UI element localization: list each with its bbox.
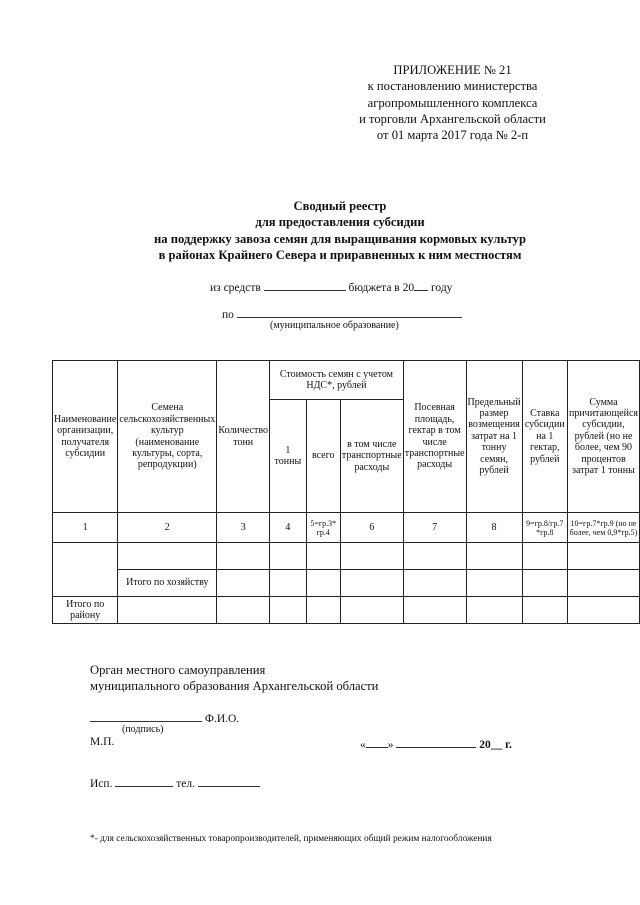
signature-field[interactable] [90,710,202,722]
data-cell[interactable] [567,543,639,570]
header-seeds: Семена сельскохозяйственных культур (наименование культуры, сорта, репродукции) [118,361,217,513]
date-day-field[interactable] [366,736,388,748]
municipality-caption: (муниципальное образование) [270,320,399,331]
budget-year-field[interactable] [414,279,428,291]
footnote: *- для сельскохозяйственных товаропроизводителей, применяющих общий режим налогообложения [90,834,492,844]
document-title [40,198,640,263]
appendix-block [300,62,605,143]
data-cell[interactable] [522,597,567,624]
header-cost-group: Стоимость семян с учетом НДС*, рублей [270,361,404,400]
data-cell[interactable] [522,570,567,597]
data-cell[interactable] [118,597,217,624]
municipality-line [222,306,462,321]
organ-line-2: муниципального образования Архангельской области [90,679,379,694]
date-line [360,736,512,751]
data-cell[interactable] [567,570,639,597]
phone-field[interactable] [198,775,260,787]
total-district-label: Итого по району [53,597,118,624]
appendix-line-3: агропромышленного комплекса [367,95,538,110]
data-cell[interactable] [567,597,639,624]
data-cell[interactable] [270,570,306,597]
budget-line [210,279,452,294]
data-cell[interactable] [306,543,340,570]
data-cell[interactable] [270,543,306,570]
date-open-quote: « [360,739,366,751]
title-line-3: на поддержку завоза семян для выращивания кормовых культур [154,231,526,246]
header-organization: Наименование организации, получателя субсидии [53,361,118,513]
column-number-5: 5=гр.3* гр.4 [306,513,340,543]
organ-line-1: Орган местного самоуправления [90,663,266,677]
data-cell[interactable] [340,570,403,597]
budget-suffix: году [430,282,453,294]
appendix-date: от 01 марта 2017 года № 2-п [376,128,529,143]
data-cell[interactable] [217,543,270,570]
data-cell[interactable] [403,597,466,624]
column-number-1: 1 [53,513,118,543]
date-month-field[interactable] [396,736,476,748]
data-cell[interactable] [340,597,403,624]
contact-line [90,775,260,790]
data-cell[interactable] [270,597,306,624]
title-line-2: для предоставления субсидии [255,215,425,230]
appendix-line-4: и торговли Архангельской области [359,111,546,126]
data-cell[interactable] [403,570,466,597]
total-farm-label: Итого по хозяйству [118,570,217,597]
data-cell[interactable] [466,543,522,570]
header-cost-per-ton: 1 тонны [270,400,306,513]
title-line-1: Сводный реестр [293,199,387,213]
column-number-6: 6 [340,513,403,543]
budget-middle: бюджета в 20 [348,282,415,294]
column-number-3: 3 [217,513,270,543]
appendix-number: ПРИЛОЖЕНИЕ № 21 [393,63,512,77]
header-area: Посевная площадь, гектар в том числе транспортные расходы [403,361,466,513]
org-name-cell[interactable] [53,543,118,597]
date-close-quote: » [387,739,394,751]
data-cell[interactable] [217,570,270,597]
header-max-compensation: Предельный размер возмещения затрат на 1 тонну семян, рублей [466,361,522,513]
data-cell[interactable] [217,597,270,624]
data-cell[interactable] [118,543,217,570]
data-cell[interactable] [306,570,340,597]
title-line-4: в районах Крайнего Севера и приравненных к ним местностям [158,247,522,262]
column-number-7: 7 [403,513,466,543]
data-cell[interactable] [466,570,522,597]
column-number-2: 2 [118,513,217,543]
data-cell[interactable] [340,543,403,570]
header-cost-total: всего [306,400,340,513]
signature-line [90,710,239,725]
header-rate: Ставка субсидии на 1 гектар, рублей [522,361,567,513]
budget-name-field[interactable] [264,279,346,291]
budget-prefix: из средств [210,282,261,294]
fio-label: Ф.И.О. [204,713,240,725]
appendix-line-2: к постановлению министерства [367,79,538,94]
header-subsidy-sum: Сумма причитающейся субсидии, рублей (но не более, чем 90 процентов затрат 1 тонны [567,361,639,513]
column-number-9: 9=гр.8/гр.7 *гр.8 [522,513,567,543]
column-number-8: 8 [466,513,522,543]
data-cell[interactable] [466,597,522,624]
data-cell[interactable] [522,543,567,570]
executor-label: Исп. [90,778,113,790]
data-cell[interactable] [306,597,340,624]
municipality-prefix: по [222,309,234,321]
organ-block [90,662,378,695]
header-quantity: Количество тонн [217,361,270,513]
signature-caption: (подпись) [122,724,164,735]
date-year: 20__ г. [479,739,512,751]
executor-field[interactable] [115,775,173,787]
phone-label: тел. [176,778,195,790]
registry-table [52,360,640,624]
municipality-field[interactable] [237,306,462,318]
column-number-10: 10=гр.7*гр.9 (но не более, чем 0,9*гр.5) [567,513,639,543]
data-cell[interactable] [403,543,466,570]
header-transport: в том числе транспортные расходы [340,400,403,513]
stamp-label: М.П. [90,736,115,748]
column-number-4: 4 [270,513,306,543]
